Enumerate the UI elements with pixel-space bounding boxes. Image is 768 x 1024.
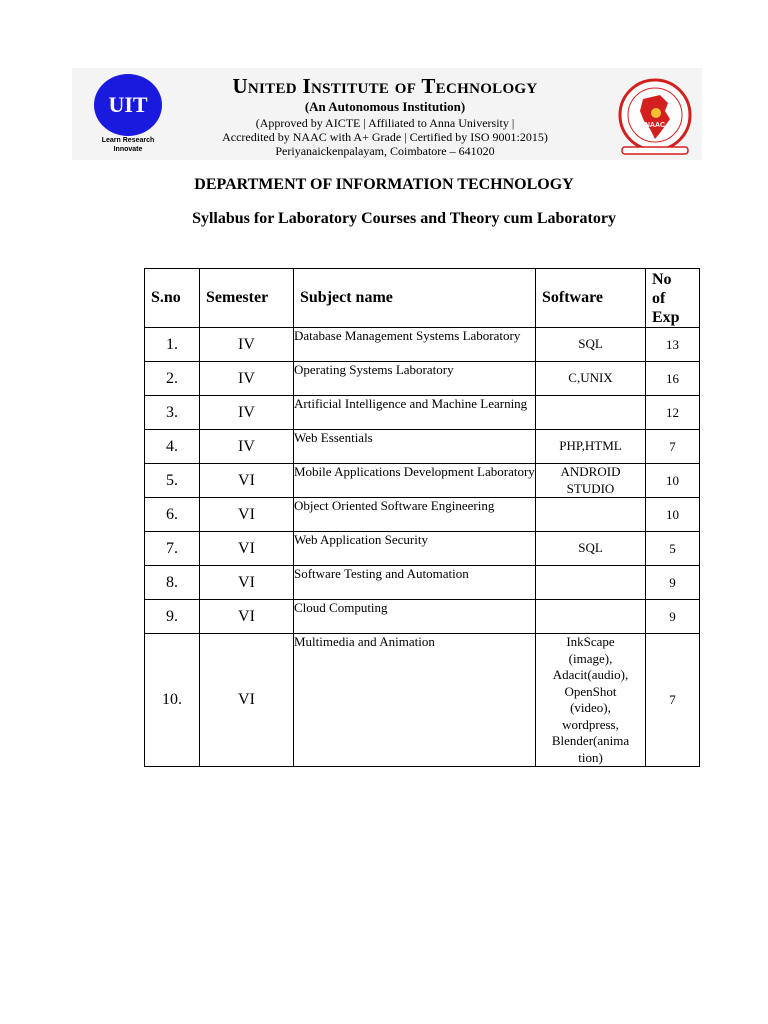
software-line: PHP,HTML [559, 438, 622, 454]
header-exp-line-2: of [652, 289, 666, 307]
syllabus-table [144, 268, 700, 767]
cell-exp: 16 [646, 362, 700, 396]
cell-sno: 10. [145, 634, 200, 767]
header-no-of-exp [646, 269, 700, 328]
cell-exp: 10 [646, 498, 700, 532]
cell-semester: VI [200, 600, 294, 634]
header-exp-line-3: Exp [652, 308, 680, 326]
header-exp-line-1: No [652, 270, 672, 288]
table-row [145, 532, 700, 566]
institute-approval-line: (Approved by AICTE | Affiliated to Anna University | [255, 116, 515, 130]
cell-software [536, 362, 646, 396]
cell-semester: IV [200, 328, 294, 362]
cell-sno: 7. [145, 532, 200, 566]
software-line: (video), [570, 700, 611, 715]
department-heading: DEPARTMENT OF INFORMATION TECHNOLOGY [194, 176, 574, 193]
header-sno: S.no [145, 269, 200, 328]
table-row [145, 600, 700, 634]
table-row [145, 634, 700, 767]
cell-subject: Mobile Applications Development Laboratory [294, 464, 536, 498]
table-row [145, 464, 700, 498]
header-software: Software [536, 269, 646, 328]
institute-subtitle: (An Autonomous Institution) [304, 99, 466, 114]
cell-exp: 12 [646, 396, 700, 430]
table-row [145, 566, 700, 600]
table-header-row [145, 269, 700, 328]
cell-software [536, 498, 646, 532]
cell-semester: IV [200, 362, 294, 396]
cell-sno: 6. [145, 498, 200, 532]
institute-accreditation-line: Accredited by NAAC with A+ Grade | Certified by ISO 9001:2015) [222, 130, 548, 144]
cell-exp: 13 [646, 328, 700, 362]
software-line: SQL [578, 336, 603, 352]
cell-sno: 4. [145, 430, 200, 464]
logo-tagline [92, 136, 164, 154]
cell-subject: Cloud Computing [294, 600, 536, 634]
cell-software [536, 634, 646, 767]
logo-emblem: UIT [94, 74, 162, 136]
header-semester: Semester [200, 269, 294, 328]
cell-subject: Multimedia and Animation [294, 634, 536, 767]
cell-software [536, 396, 646, 430]
software-line: wordpress, [562, 716, 619, 732]
software-line: InkScape [566, 634, 615, 649]
cell-semester: VI [200, 634, 294, 767]
institute-logo [92, 74, 164, 166]
software-line: Blender(anima [551, 733, 630, 748]
cell-exp: 9 [646, 600, 700, 634]
cell-software [536, 532, 646, 566]
cell-software [536, 464, 646, 498]
cell-semester: VI [200, 566, 294, 600]
table-row [145, 396, 700, 430]
cell-software [536, 566, 646, 600]
cell-semester: IV [200, 396, 294, 430]
software-line: STUDIO [566, 480, 615, 496]
cell-exp: 10 [646, 464, 700, 498]
software-line: tion) [578, 749, 603, 765]
software-line: (image), [568, 650, 613, 666]
table-row [145, 328, 700, 362]
cell-exp: 7 [646, 634, 700, 767]
table-row [145, 498, 700, 532]
naac-seal-label: NAAC [644, 122, 666, 129]
software-line: SQL [578, 540, 603, 556]
cell-exp: 5 [646, 532, 700, 566]
cell-sno: 1. [145, 328, 200, 362]
cell-semester: VI [200, 532, 294, 566]
cell-subject: Object Oriented Software Engineering [294, 498, 536, 532]
cell-subject: Web Essentials [294, 430, 536, 464]
cell-exp: 9 [646, 566, 700, 600]
institute-name-text: United Institute of Technology [232, 74, 538, 98]
logo-tagline-line-1: Learn Research [101, 137, 155, 144]
naac-seal [610, 77, 700, 159]
cell-subject: Operating Systems Laboratory [294, 362, 536, 396]
cell-subject: Artificial Intelligence and Machine Learning [294, 396, 536, 430]
software-line: C,UNIX [568, 370, 613, 386]
institute-name [170, 74, 600, 99]
cell-subject: Web Application Security [294, 532, 536, 566]
table-row [145, 362, 700, 396]
software-line: ANDROID [560, 464, 621, 479]
table-row [145, 430, 700, 464]
naac-seal-icon [610, 77, 700, 159]
cell-semester: IV [200, 430, 294, 464]
header-subject: Subject name [294, 269, 536, 328]
software-line: OpenShot [564, 683, 617, 699]
cell-software [536, 328, 646, 362]
cell-semester: VI [200, 498, 294, 532]
cell-subject: Database Management Systems Laboratory [294, 328, 536, 362]
cell-software [536, 430, 646, 464]
cell-sno: 2. [145, 362, 200, 396]
cell-exp: 7 [646, 430, 700, 464]
cell-sno: 3. [145, 396, 200, 430]
institute-address-line: Periyanaickenpalayam, Coimbatore – 641020 [275, 144, 495, 158]
cell-sno: 9. [145, 600, 200, 634]
cell-semester: VI [200, 464, 294, 498]
logo-tagline-line-2: Innovate [113, 146, 143, 153]
cell-sno: 8. [145, 566, 200, 600]
cell-subject: Software Testing and Automation [294, 566, 536, 600]
software-line: Adacit(audio), [552, 667, 629, 682]
cell-sno: 5. [145, 464, 200, 498]
syllabus-title: Syllabus for Laboratory Courses and Theory cum Laboratory [192, 210, 616, 227]
cell-software [536, 600, 646, 634]
